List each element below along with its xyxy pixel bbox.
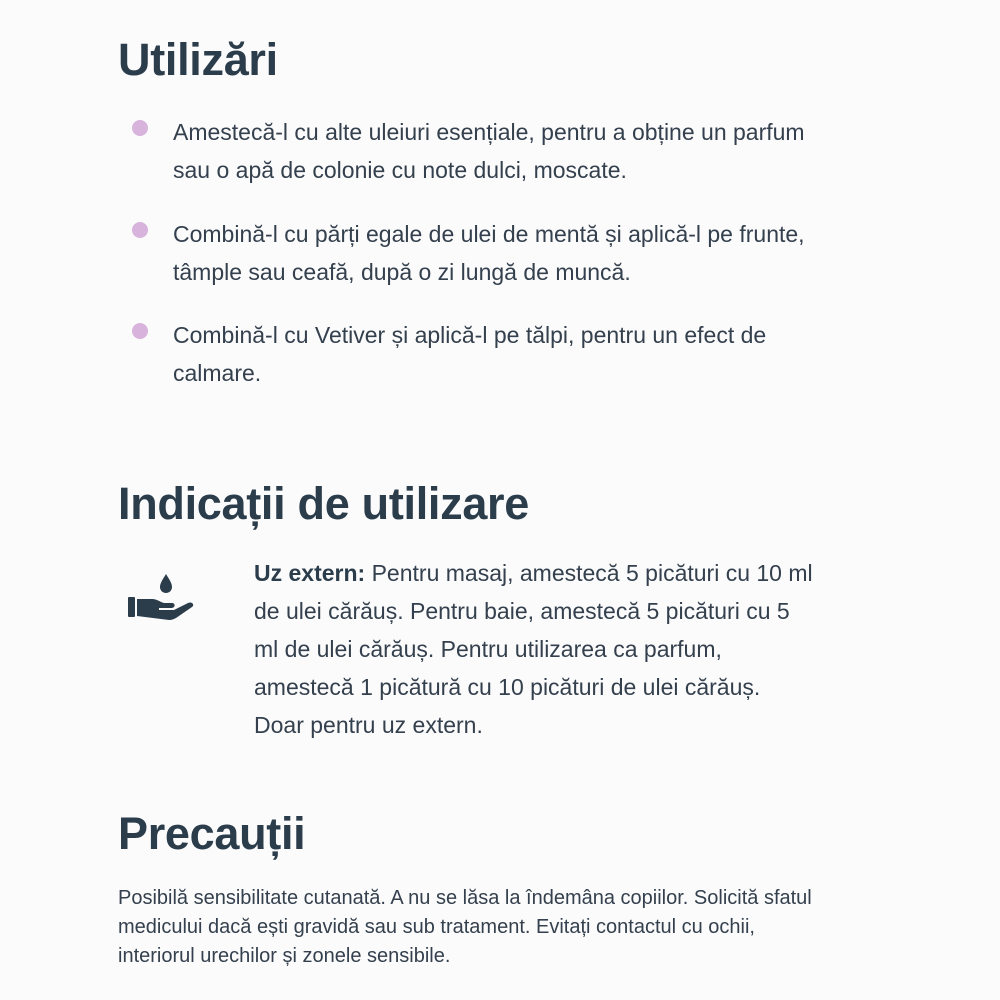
precautions-text: Posibilă sensibilitate cutanată. A nu se lăsa la îndemâna copiilor. Solicită sfatul medicului dacă ești gravidă sau sub tratament. Evitați contactul cu ochii, interiorul urechilor și zonele sensibile. xyxy=(118,887,812,967)
list-item-text: Combină-l cu Vetiver și aplică-l pe tălpi, pentru un efect de calmare. xyxy=(173,322,767,386)
precautions-heading: Precauții xyxy=(118,808,306,859)
uses-heading: Utilizări xyxy=(118,34,278,85)
bullet-dot-icon xyxy=(132,120,148,136)
indication-text xyxy=(254,554,814,744)
uses-list xyxy=(132,113,812,418)
list-item-text: Combină-l cu părți egale de ulei de mentă și aplică-l pe frunte, tâmple sau ceafă, după o zi lungă de muncă. xyxy=(173,221,805,285)
indications-heading: Indicații de utilizare xyxy=(118,478,529,529)
bullet-dot-icon xyxy=(132,222,148,238)
list-item xyxy=(132,113,812,189)
indication-body: Pentru masaj, amestecă 5 picături cu 10 ml de ulei cărăuș. Pentru baie, amestecă 5 picături cu 5 ml de ulei cărăuș. Pentru utilizarea ca parfum, amestecă 1 picătură cu 10 picături de ulei cărăuș. Doar pentru uz extern. xyxy=(254,560,813,738)
indication-block xyxy=(118,554,818,744)
bullet-dot-icon xyxy=(132,323,148,339)
hand-drop-icon xyxy=(126,572,196,624)
indication-label: Uz extern: xyxy=(254,560,366,586)
list-item xyxy=(132,316,812,392)
list-item-text: Amestecă-l cu alte uleiuri esențiale, pentru a obține un parfum sau o apă de colonie cu note dulci, moscate. xyxy=(173,119,805,183)
list-item xyxy=(132,215,812,291)
